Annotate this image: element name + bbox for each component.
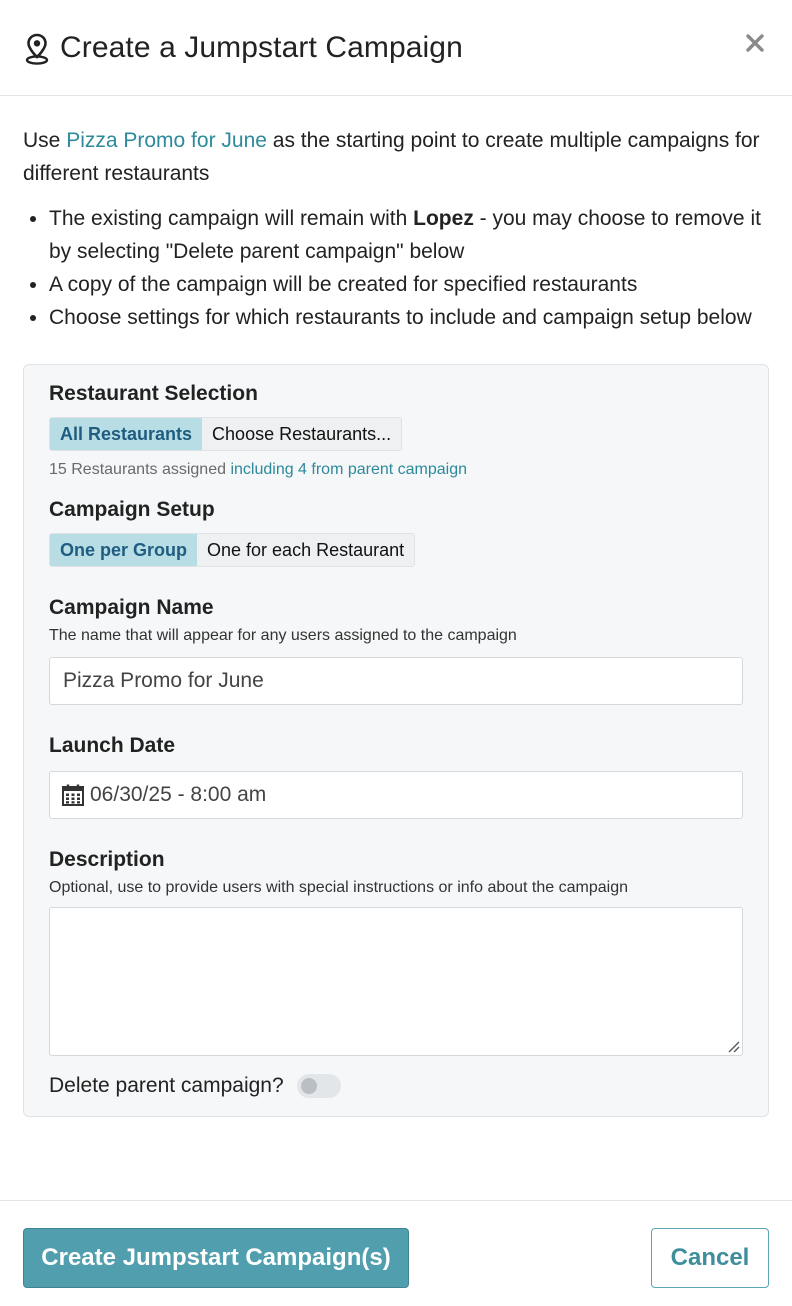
cancel-button[interactable]: Cancel (651, 1228, 769, 1288)
launch-date-input[interactable] (49, 771, 743, 819)
launch-date-label: Launch Date (49, 734, 176, 757)
close-icon (745, 33, 765, 53)
resize-handle-icon[interactable] (726, 1039, 740, 1053)
info-list (23, 202, 769, 334)
launch-date-value: 06/30/25 - 8:00 am (90, 783, 267, 806)
bullet-1-prefix: The existing campaign will remain with (49, 207, 414, 230)
intro-text (23, 124, 769, 190)
delete-parent-label: Delete parent campaign? (49, 1074, 284, 1097)
owner-name: Lopez (413, 207, 474, 230)
parent-campaign-link[interactable]: Pizza Promo for June (66, 129, 267, 152)
restaurants-assigned-note (49, 459, 743, 481)
campaign-name-input[interactable]: Pizza Promo for June (49, 657, 743, 705)
description-textarea[interactable] (49, 907, 743, 1056)
intro-suffix: as the starting point to create multiple campaigns for different restaurants (23, 129, 760, 185)
bullet-1-suffix: - you may choose to remove it by selecting "Delete parent campaign" below (49, 207, 761, 263)
option-choose-restaurants[interactable]: Choose Restaurants... (202, 418, 401, 450)
description-help: Optional, use to provide users with special instructions or info about the campaign (49, 879, 628, 896)
modal-header (0, 0, 792, 96)
delete-parent-row (49, 1074, 743, 1098)
intro-prefix: Use (23, 129, 67, 152)
restaurant-selection-toggle (49, 417, 402, 451)
list-item (49, 202, 769, 268)
option-one-per-restaurant[interactable]: One for each Restaurant (197, 534, 414, 566)
settings-panel (23, 364, 769, 1117)
create-jumpstart-button[interactable]: Create Jumpstart Campaign(s) (23, 1228, 409, 1288)
parent-restaurants-link[interactable]: including 4 from parent campaign (230, 461, 468, 478)
option-one-per-group[interactable]: One per Group (50, 534, 197, 566)
campaign-name-label: Campaign Name (49, 596, 214, 619)
close-button[interactable] (740, 28, 770, 58)
list-item: • A copy of the campaign will be created for specified restaurants (49, 268, 769, 301)
campaign-name-help: The name that will appear for any users assigned to the campaign (49, 627, 517, 644)
toggle-knob (301, 1078, 317, 1094)
assigned-count-text: 15 Restaurants assigned (49, 461, 231, 478)
calendar-icon (62, 784, 84, 806)
list-item: • Choose settings for which restaurants to include and campaign setup below (49, 301, 769, 334)
description-label: Description (49, 848, 165, 871)
map-pin-icon (24, 33, 50, 65)
delete-parent-toggle[interactable] (297, 1074, 341, 1098)
modal-title: Create a Jumpstart Campaign (60, 30, 463, 64)
modal-body (0, 96, 792, 1117)
restaurant-selection-title: Restaurant Selection (49, 382, 258, 405)
option-all-restaurants[interactable]: All Restaurants (50, 418, 202, 450)
campaign-setup-toggle (49, 533, 415, 567)
modal-footer (0, 1200, 792, 1306)
campaign-setup-title: Campaign Setup (49, 498, 215, 521)
